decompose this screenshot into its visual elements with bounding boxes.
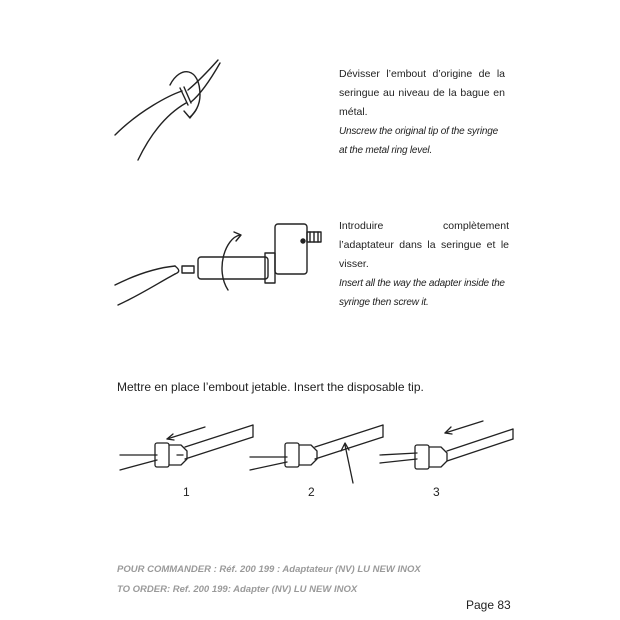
illustration-insert-adapter (110, 210, 325, 320)
step-2-text (339, 217, 509, 312)
order-reference (117, 560, 421, 600)
step-1-french: Dévisser l’embout d’origine de la seringue au niveau de la bague en métal. (339, 68, 505, 118)
tip-figure-number-3: 3 (433, 485, 440, 499)
tip-illustration-3 (375, 415, 515, 499)
step-1-text (339, 65, 505, 160)
tip-illustration-1 (115, 415, 255, 499)
tip-figure-number-2: 2 (308, 485, 315, 499)
order-line-english: TO ORDER: Ref. 200 199: Adapter (NV) LU NEW INOX (117, 584, 358, 595)
tip-figure-number-1: 1 (183, 485, 190, 499)
step-2-english: Insert all the way the adapter inside the syringe then screw it. (339, 278, 505, 308)
order-line-french: POUR COMMANDER : Réf. 200 199 : Adaptateur (NV) LU NEW INOX (117, 564, 421, 575)
step-1-english: Unscrew the original tip of the syringe at the metal ring level. (339, 126, 498, 156)
step-2-french: Introduire complètement l’adaptateur dans la seringue et le visser. (339, 220, 509, 270)
page-number: Page 83 (466, 598, 511, 612)
insert-tip-heading: Mettre en place l’embout jetable. Insert the disposable tip. (117, 380, 424, 394)
illustration-unscrew-tip (110, 55, 220, 165)
tip-illustration-2 (245, 415, 385, 499)
